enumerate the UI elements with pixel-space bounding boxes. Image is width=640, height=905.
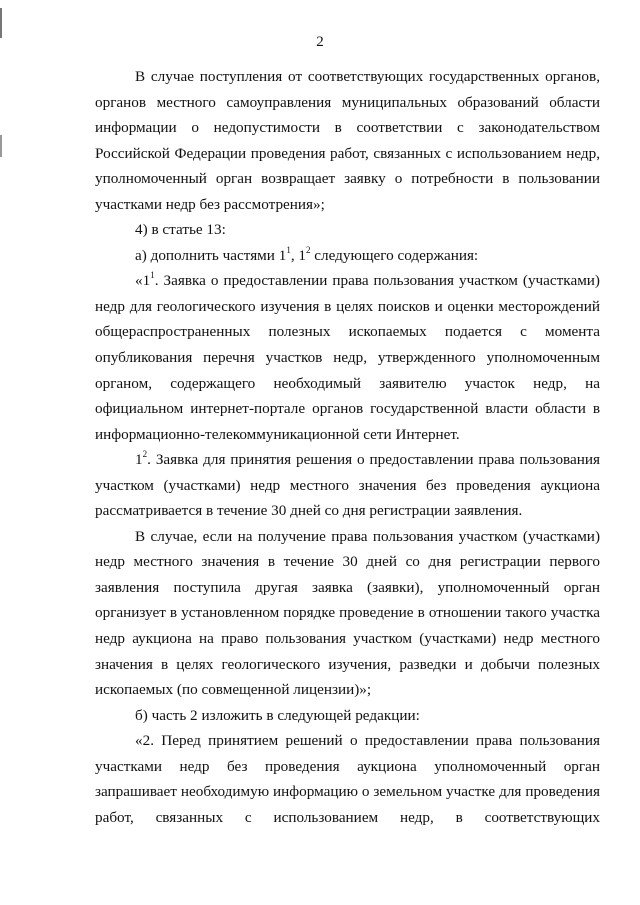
document-body [95,64,600,830]
paragraph: В случае поступления от соответствующих государственных органов, органов местного самоуправления муниципальных образований области информации о недопустимости в соответствии с законодательством Российской Федерации проведения работ, связанных с использованием недр, уполномоченный орган возвращает заявку о потребности в пользовании участками недр без рассмотрения»; [95,68,600,213]
paragraph: 4) в статье 13: [135,221,226,239]
paragraph: $1^2$. Заявка для принятия решения о предоставлении права пользования участком (участками) недр местного значения без проведения аукциона рассматривается в течение 30 дней со дня регистрации заявления. [95,449,600,520]
paragraph: б) часть 2 изложить в следующей редакции: [135,706,420,724]
page-number: 2 [316,34,324,50]
paragraph: «2. Перед принятием решений о предоставлении права пользования участками недр без проведения аукциона уполномоченный орган запрашивает необходимую информацию о земельном участке для проведения работ, связанных с использованием недр, в соответствующих [95,732,600,826]
paragraph: «$1^1$. Заявка о предоставлении права пользования участком (участками) недр для геологического изучения в целях поисков и оценки месторождений общераспространенных полезных ископаемых подается с момента опубликования перечня участков недр, утвержденного уполномоченным органом, содержащего необходимый заявителю участок недр, на официальном интернет-портале органов государственной власти области в информационно-телекоммуникационной сети Интернет. [95,270,600,443]
paragraph: а) дополнить частями $1^1$, $1^2$ следующего содержания: [135,244,479,264]
scan-edge-mark [0,135,2,157]
paragraph: В случае, если на получение права пользования участком (участками) недр местного значения в течение 30 дней со дня регистрации первого заявления поступила другая заявка (заявки), уполномоченный орган организует в установленном порядке проведение в отношении такого участка недр аукциона на право пользования участком (участками) недр местного значения в целях геологического изучения, разведки и добычи полезных ископаемых (по совмещенной лицензии)»; [95,527,600,699]
